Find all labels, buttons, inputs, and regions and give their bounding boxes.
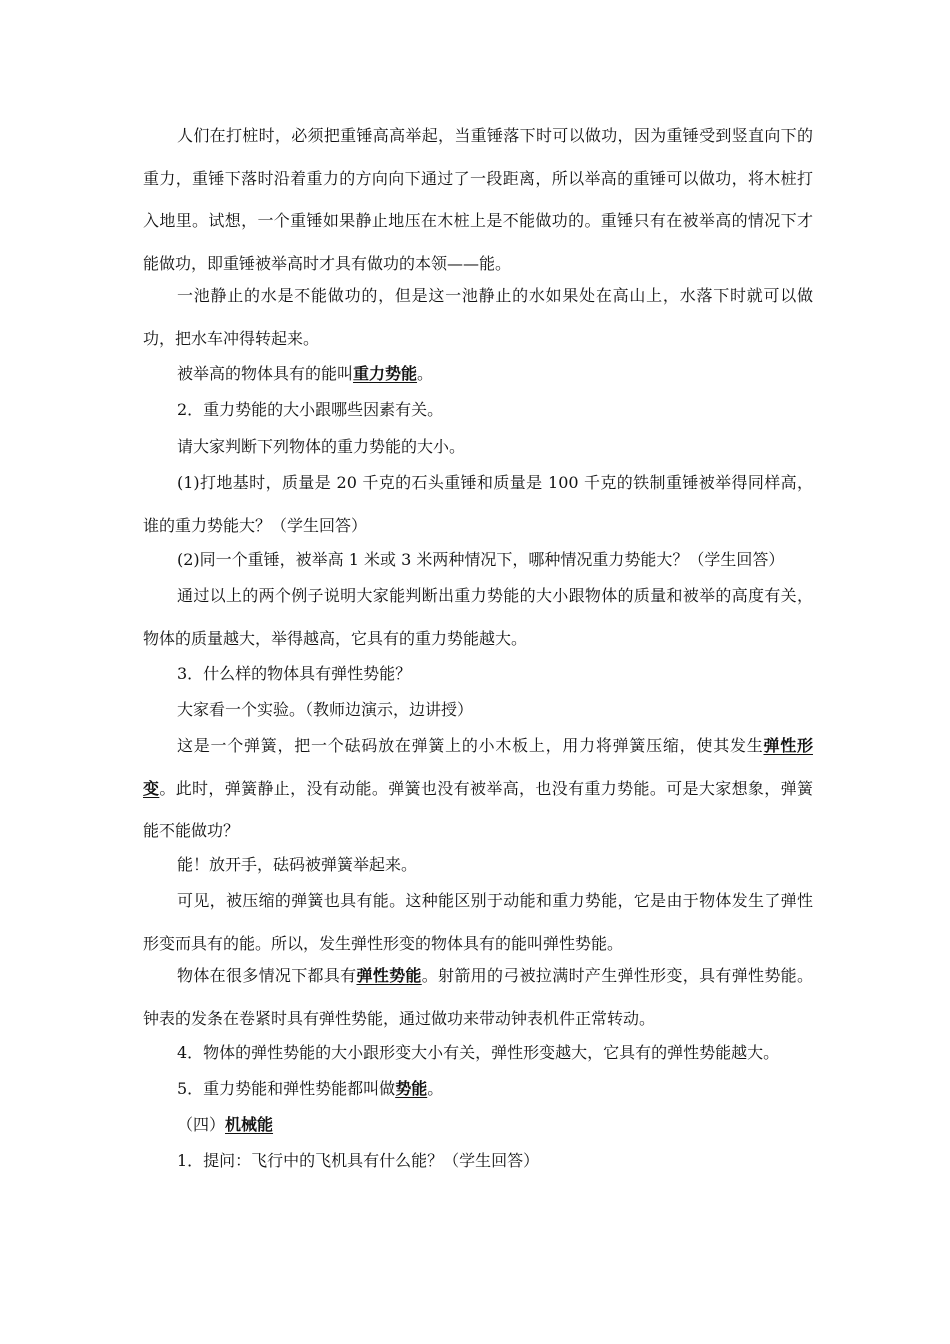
text: 。射箭用的弓被拉满时产生弹性形变，具有弹性势能。钟表的发条在卷紧时具有弹性势能，通过做功来带动钟表机件正常转动。 xyxy=(143,966,813,1028)
paragraph-item-5 xyxy=(143,1070,813,1108)
paragraph-pile-driving: 人们在打桩时，必须把重锤高高举起，当重锤落下时可以做功，因为重锤受到竖直向下的重力，重锤下落时沿着重力的方向向下通过了一段距离，所以举高的重锤可以做功，将木桩打入地里。试想，一个重锤如果静止地压在木桩上是不能做功的。重锤只有在被举高的情况下才能做功，即重锤被举高时才具有做功的本领——能。 xyxy=(143,126,813,273)
paragraph-elastic-examples xyxy=(143,955,813,1040)
paragraph-pond-water: 一池静止的水是不能做功的，但是这一池静止的水如果处在高山上，水落下时就可以做功，把水车冲得转起来。 xyxy=(143,286,813,348)
text: 物体在很多情况下都具有 xyxy=(177,966,357,985)
text: 。 xyxy=(417,364,434,383)
paragraph-question-2: (2)同一个重锤，被举高 1 米或 3 米两种情况下，哪种情况重力势能大？（学生回答） xyxy=(177,550,785,569)
term-elastic-potential-energy: 弹性势能 xyxy=(356,966,422,985)
paragraph-item-2: 2．重力势能的大小跟哪些因素有关。 xyxy=(177,400,444,419)
paragraph-release: 能！放开手，砝码被弹簧举起来。 xyxy=(177,855,418,874)
paragraph-spring xyxy=(143,725,813,853)
paragraph-elastic-definition: 可见，被压缩的弹簧也具有能。这种能区别于动能和重力势能，它是由于物体发生了弹性形变而具有的能。所以，发生弹性形变的物体具有的能叫弹性势能。 xyxy=(143,891,813,953)
section-number: （四） xyxy=(177,1115,226,1134)
paragraph-item-3: 3．什么样的物体具有弹性势能？ xyxy=(177,664,412,683)
term-potential-energy: 势能 xyxy=(395,1079,428,1098)
text: 。 xyxy=(427,1079,444,1098)
paragraph-judge-prompt: 请大家判断下列物体的重力势能的大小。 xyxy=(177,437,466,456)
paragraph-question-1: (1)打地基时，质量是 20 千克的石头重锤和质量是 100 千克的铁制重锤被举得同样高，谁的重力势能大？（学生回答） xyxy=(143,473,813,535)
text: 被举高的物体具有的能叫 xyxy=(177,364,354,383)
section-heading-mechanical-energy xyxy=(143,1106,813,1144)
paragraph-experiment: 大家看一个实验。（教师边演示，边讲授） xyxy=(177,700,474,719)
text: 这是一个弹簧，把一个砝码放在弹簧上的小木板上，用力将弹簧压缩，使其发生 xyxy=(177,736,764,755)
paragraph-gravity-definition xyxy=(143,355,813,393)
term-elastic-deformation: 弹性形变 xyxy=(143,736,813,798)
term-mechanical-energy: 机械能 xyxy=(225,1115,274,1134)
term-gravitational-potential-energy: 重力势能 xyxy=(353,364,418,383)
text: 5．重力势能和弹性势能都叫做 xyxy=(177,1079,396,1098)
paragraph-item-4: 4．物体的弹性势能的大小跟形变大小有关，弹性形变越大，它具有的弹性势能越大。 xyxy=(177,1043,780,1062)
paragraph-conclusion-gravity: 通过以上的两个例子说明大家能判断出重力势能的大小跟物体的质量和被举的高度有关，物体的质量越大，举得越高，它具有的重力势能越大。 xyxy=(143,586,813,648)
text: 。此时，弹簧静止，没有动能。弹簧也没有被举高，也没有重力势能。可是大家想象，弹簧能不能做功？ xyxy=(143,778,813,840)
paragraph-question-airplane: 1．提问：飞行中的飞机具有什么能？（学生回答） xyxy=(177,1151,540,1170)
